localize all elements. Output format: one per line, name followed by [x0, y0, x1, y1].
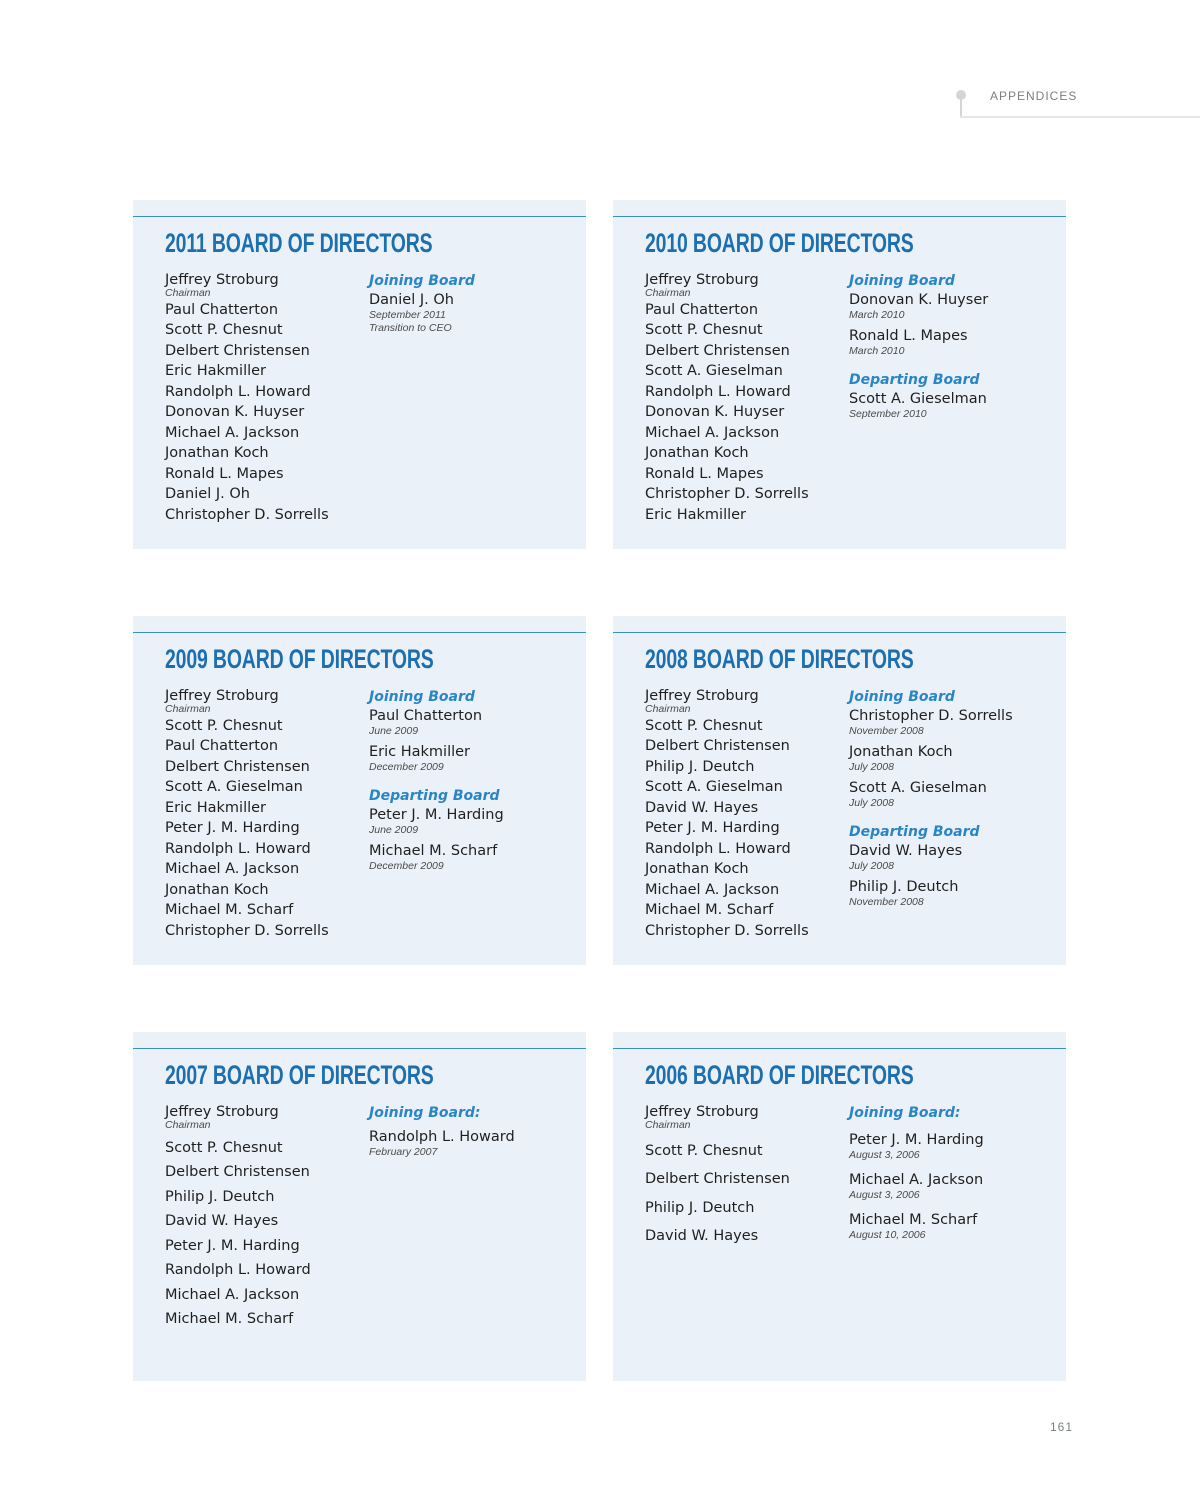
member-name: Scott A. Gieselman — [645, 363, 783, 379]
entry-date: July 2008 — [849, 761, 894, 773]
panel-rule — [613, 1048, 1066, 1049]
member-list — [645, 688, 845, 943]
entry-name: Michael M. Scharf — [369, 843, 498, 859]
member-name: Peter J. M. Harding — [165, 820, 300, 836]
member-item — [165, 1164, 365, 1182]
panel-title: 2007 BOARD OF DIRECTORS — [165, 1060, 434, 1090]
member-name: Michael M. Scharf — [165, 1311, 294, 1327]
member-name: Randolph L. Howard — [165, 840, 311, 857]
member-item — [645, 507, 845, 525]
joining-entry — [849, 744, 1059, 774]
entry-name: Christopher D. Sorrells — [849, 708, 1013, 724]
member-item — [165, 507, 365, 525]
member-item — [645, 1228, 845, 1246]
entry-name: Paul Chatterton — [369, 708, 483, 724]
panel-rule — [133, 632, 586, 633]
member-item — [165, 363, 365, 381]
board-panel-2011 — [133, 200, 586, 549]
joining-heading: Joining Board — [849, 273, 955, 289]
member-name: Christopher D. Sorrells — [645, 922, 809, 939]
member-name: Jonathan Koch — [165, 881, 269, 898]
member-item — [645, 272, 845, 299]
member-item — [165, 445, 365, 463]
entry-date: August 3, 2006 — [849, 1189, 920, 1201]
member-name: Scott P. Chesnut — [165, 1139, 283, 1156]
member-name: Donovan K. Huyser — [165, 404, 305, 420]
member-role: Chairman — [165, 286, 211, 299]
member-item — [645, 902, 845, 920]
member-name: Jeffrey Stroburg — [165, 688, 279, 704]
member-list — [645, 272, 845, 527]
panel-title: 2006 BOARD OF DIRECTORS — [645, 1060, 914, 1090]
member-item — [165, 384, 365, 402]
departing-entry — [369, 807, 579, 837]
member-role: Chairman — [165, 1118, 211, 1131]
entry-name: Michael A. Jackson — [849, 1172, 984, 1188]
panel-title: 2009 BOARD OF DIRECTORS — [165, 644, 434, 674]
member-name: Michael A. Jackson — [645, 424, 780, 441]
entry-name: David W. Hayes — [849, 843, 963, 859]
joining-entry — [849, 1132, 1059, 1162]
joining-entry — [849, 1212, 1059, 1242]
member-name: Ronald L. Mapes — [645, 465, 764, 482]
panel-rule — [133, 216, 586, 217]
joining-entry — [369, 292, 579, 335]
joining-entry — [369, 1129, 579, 1159]
entry-date: September 2011 — [369, 309, 446, 321]
member-name: Jeffrey Stroburg — [645, 1104, 759, 1120]
entry-name: Philip J. Deutch — [849, 879, 959, 895]
member-name: Michael M. Scharf — [165, 902, 294, 918]
member-item — [165, 1287, 365, 1305]
board-panel-2010 — [613, 200, 1066, 549]
tab-divider-vertical — [960, 94, 962, 118]
member-item — [165, 404, 365, 422]
member-name: Randolph L. Howard — [165, 383, 311, 400]
member-name: Jonathan Koch — [165, 445, 269, 461]
member-item — [165, 1311, 365, 1329]
joining-entry — [369, 708, 579, 738]
entry-name: Peter J. M. Harding — [369, 807, 504, 823]
member-item — [645, 302, 845, 320]
board-panel-2007 — [133, 1032, 586, 1381]
changes-list — [849, 688, 1059, 915]
entry-date: March 2010 — [849, 309, 905, 321]
member-list — [165, 1104, 365, 1336]
entry-date: June 2009 — [369, 824, 419, 836]
departing-heading: Departing Board — [849, 372, 980, 388]
member-item — [165, 820, 365, 838]
member-name: Eric Hakmiller — [645, 506, 747, 523]
panel-title: 2008 BOARD OF DIRECTORS — [645, 644, 914, 674]
member-item — [645, 404, 845, 422]
panel-rule — [613, 632, 1066, 633]
board-panel-2006 — [613, 1032, 1066, 1381]
member-name: Paul Chatterton — [645, 301, 759, 318]
panel-title: 2010 BOARD OF DIRECTORS — [645, 228, 914, 258]
joining-heading: Joining Board: — [849, 1105, 961, 1121]
entry-name: Ronald L. Mapes — [849, 328, 968, 344]
member-item — [645, 445, 845, 463]
member-item — [645, 363, 845, 381]
member-item — [645, 861, 845, 879]
member-name: Ronald L. Mapes — [165, 465, 284, 482]
member-item — [165, 759, 365, 777]
member-item — [165, 466, 365, 484]
member-item — [165, 738, 365, 756]
member-name: Scott P. Chesnut — [645, 717, 763, 734]
member-item — [645, 466, 845, 484]
member-name: Eric Hakmiller — [165, 363, 267, 379]
entry-name: Scott A. Gieselman — [849, 780, 987, 796]
joining-entry — [849, 1172, 1059, 1202]
member-name: Philip J. Deutch — [645, 1199, 755, 1216]
changes-list — [849, 1104, 1059, 1252]
member-name: Michael A. Jackson — [645, 881, 780, 898]
member-item — [645, 759, 845, 777]
member-item — [165, 718, 365, 736]
changes-list — [369, 272, 579, 341]
member-item — [645, 1104, 845, 1131]
member-role: Chairman — [165, 702, 211, 715]
member-item — [645, 688, 845, 715]
member-name: Delbert Christensen — [165, 1164, 310, 1180]
entry-name: Eric Hakmiller — [369, 744, 471, 760]
member-name: Randolph L. Howard — [645, 383, 791, 400]
entry-date: March 2010 — [849, 345, 905, 357]
member-name: Delbert Christensen — [165, 342, 310, 359]
member-item — [165, 800, 365, 818]
member-name: Scott A. Gieselman — [165, 779, 303, 795]
board-panel-2008 — [613, 616, 1066, 965]
changes-list — [849, 272, 1059, 427]
member-name: Delbert Christensen — [645, 738, 790, 754]
member-item — [645, 923, 845, 941]
member-name: David W. Hayes — [165, 1213, 279, 1229]
section-label: APPENDICES — [990, 89, 1078, 103]
departing-entry — [849, 843, 1059, 873]
entry-name: Michael M. Scharf — [849, 1212, 978, 1228]
entry-name: Scott A. Gieselman — [849, 391, 987, 407]
member-item — [165, 1140, 365, 1158]
panel-rule — [613, 216, 1066, 217]
entry-date: November 2008 — [849, 725, 924, 737]
member-item — [645, 425, 845, 443]
member-name: Scott P. Chesnut — [645, 322, 763, 338]
member-name: Delbert Christensen — [645, 342, 790, 359]
departing-entry — [369, 843, 579, 873]
member-item — [645, 820, 845, 838]
member-name: Philip J. Deutch — [645, 758, 755, 775]
member-item — [165, 425, 365, 443]
entry-date: November 2008 — [849, 896, 924, 908]
member-name: Randolph L. Howard — [165, 1262, 311, 1278]
member-item — [165, 902, 365, 920]
member-name: Peter J. M. Harding — [165, 1237, 300, 1254]
member-item — [165, 1262, 365, 1280]
entry-date: June 2009 — [369, 725, 419, 737]
member-name: Philip J. Deutch — [165, 1188, 275, 1205]
member-list — [645, 1104, 845, 1257]
joining-entry — [849, 780, 1059, 810]
entry-name: Jonathan Koch — [849, 744, 953, 760]
member-name: Delbert Christensen — [165, 758, 310, 775]
member-item — [645, 841, 845, 859]
departing-heading: Departing Board — [369, 788, 500, 804]
joining-heading: Joining Board — [369, 689, 475, 705]
departing-entry — [849, 391, 1059, 421]
entry-name: Daniel J. Oh — [369, 292, 454, 308]
departing-heading: Departing Board — [849, 824, 980, 840]
member-item — [165, 923, 365, 941]
member-item — [645, 322, 845, 340]
member-item — [645, 718, 845, 736]
entry-name: Peter J. M. Harding — [849, 1132, 984, 1148]
member-role: Chairman — [645, 1118, 691, 1131]
panel-title: 2011 BOARD OF DIRECTORS — [165, 228, 433, 258]
entry-date: December 2009 — [369, 860, 444, 872]
member-list — [165, 688, 365, 943]
joining-heading: Joining Board — [369, 273, 475, 289]
member-item — [645, 882, 845, 900]
member-name: Michael M. Scharf — [645, 902, 774, 918]
member-item — [645, 1200, 845, 1218]
member-item — [645, 800, 845, 818]
member-name: Donovan K. Huyser — [645, 404, 785, 420]
member-item — [165, 688, 365, 715]
member-role: Chairman — [645, 286, 691, 299]
member-item — [165, 841, 365, 859]
entry-date: February 2007 — [369, 1146, 438, 1158]
member-item — [165, 779, 365, 797]
member-item — [165, 861, 365, 879]
member-item — [645, 343, 845, 361]
member-item — [165, 272, 365, 299]
entry-date: August 10, 2006 — [849, 1229, 926, 1241]
member-name: David W. Hayes — [645, 799, 759, 816]
member-name: Eric Hakmiller — [165, 799, 267, 816]
joining-entry — [369, 744, 579, 774]
entry-name: Randolph L. Howard — [369, 1129, 515, 1145]
member-name: Daniel J. Oh — [165, 486, 250, 502]
member-item — [645, 1171, 845, 1189]
entry-date: August 3, 2006 — [849, 1149, 920, 1161]
member-item — [645, 738, 845, 756]
member-item — [165, 343, 365, 361]
member-name: Jonathan Koch — [645, 445, 749, 461]
member-name: Paul Chatterton — [165, 738, 279, 754]
member-name: Scott P. Chesnut — [165, 717, 283, 734]
member-list — [165, 272, 365, 527]
changes-list — [369, 1104, 579, 1165]
member-name: Jeffrey Stroburg — [165, 272, 279, 288]
member-name: Jeffrey Stroburg — [165, 1104, 279, 1120]
member-item — [165, 882, 365, 900]
panel-rule — [133, 1048, 586, 1049]
member-item — [165, 302, 365, 320]
member-item — [165, 1213, 365, 1231]
page-number: 161 — [1050, 1420, 1074, 1434]
tab-divider-horizontal — [960, 116, 1200, 118]
member-item — [645, 486, 845, 504]
member-item — [165, 486, 365, 504]
joining-entry — [849, 292, 1059, 322]
member-item — [645, 1143, 845, 1161]
member-name: Michael A. Jackson — [165, 861, 300, 877]
section-tab — [960, 88, 1200, 118]
member-item — [645, 384, 845, 402]
entry-note: Transition to CEO — [369, 322, 452, 334]
member-name: Delbert Christensen — [645, 1171, 790, 1187]
entry-name: Donovan K. Huyser — [849, 292, 989, 308]
joining-heading: Joining Board: — [369, 1105, 481, 1121]
member-item — [165, 322, 365, 340]
member-name: Scott P. Chesnut — [165, 322, 283, 338]
member-name: Michael A. Jackson — [165, 1286, 300, 1303]
joining-entry — [849, 708, 1059, 738]
member-item — [165, 1189, 365, 1207]
member-name: Randolph L. Howard — [645, 840, 791, 857]
departing-entry — [849, 879, 1059, 909]
entry-date: July 2008 — [849, 860, 894, 872]
joining-heading: Joining Board — [849, 689, 955, 705]
entry-date: July 2008 — [849, 797, 894, 809]
member-name: Jeffrey Stroburg — [645, 272, 759, 288]
member-name: Paul Chatterton — [165, 301, 279, 318]
member-name: Scott P. Chesnut — [645, 1142, 763, 1159]
member-name: Christopher D. Sorrells — [645, 486, 809, 502]
member-name: Christopher D. Sorrells — [165, 922, 329, 939]
joining-entry — [849, 328, 1059, 358]
board-panel-2009 — [133, 616, 586, 965]
member-name: Jonathan Koch — [645, 861, 749, 877]
member-item — [165, 1104, 365, 1131]
member-name: Peter J. M. Harding — [645, 820, 780, 836]
entry-date: December 2009 — [369, 761, 444, 773]
entry-date: September 2010 — [849, 408, 927, 420]
member-item — [645, 779, 845, 797]
changes-list — [369, 688, 579, 879]
member-name: David W. Hayes — [645, 1228, 759, 1244]
member-item — [165, 1238, 365, 1256]
member-name: Michael A. Jackson — [165, 424, 300, 441]
member-name: Scott A. Gieselman — [645, 779, 783, 795]
member-name: Jeffrey Stroburg — [645, 688, 759, 704]
member-name: Christopher D. Sorrells — [165, 506, 329, 523]
member-role: Chairman — [645, 702, 691, 715]
